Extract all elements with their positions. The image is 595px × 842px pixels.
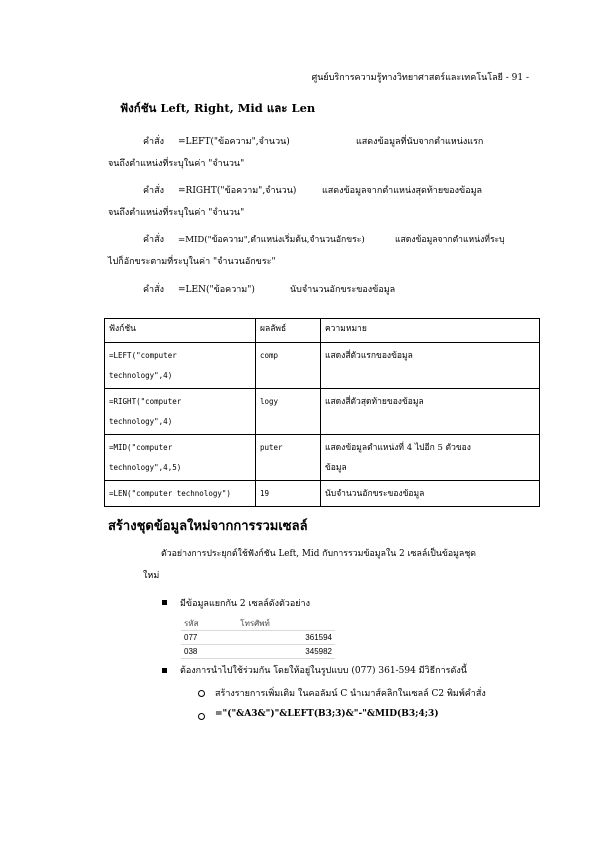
bullet-text-1: มีข้อมูลแยกกัน 2 เซลล์ดังตัวอย่าง	[180, 599, 310, 609]
function-text: =MID("computer	[109, 443, 173, 452]
left-description: แสดงข้อมูลที่นับจากตำแหน่งแรก	[356, 137, 484, 147]
right-description-cont: จนถึงตำแหน่งที่ระบุในค่า "จำนวน"	[108, 208, 245, 218]
example-header-phone: โทรศัพท์	[237, 617, 335, 631]
circle-bullet-icon	[198, 713, 205, 720]
table-row	[105, 389, 540, 435]
sub-bullet-text-1: สร้างรายการเพิ่มเติม ในคอลัมน์ C นำเมาส์คลิกในเซลล์ C2 พิมพ์คำสั่ง	[215, 689, 486, 699]
mid-description-cont: ไปก็อักขระตามที่ระบุในค่า "จำนวนอักขระ"	[108, 257, 276, 267]
result-cell: puter	[256, 435, 321, 481]
table-row	[105, 343, 540, 389]
page-header: ศูนย์บริการความรู้ทางวิทยาศาสตร์และเทคโนโลยี - 91 -	[311, 73, 529, 83]
header-function: ฟังก์ชัน	[105, 319, 256, 343]
command-label: คำสั่ง	[143, 235, 164, 245]
result-cell: comp	[256, 343, 321, 389]
left-syntax: =LEFT("ข้อความ",จำนวน)	[178, 137, 290, 147]
meaning-cell	[321, 343, 540, 389]
function-text: =LEN("computer technology")	[109, 489, 231, 498]
intro-line-2: ใหม่	[143, 571, 160, 581]
function-text: technology",4,5)	[109, 463, 182, 472]
command-label: คำสั่ง	[143, 186, 164, 196]
result-cell: logy	[256, 389, 321, 435]
meaning-cell	[321, 481, 540, 507]
table-row	[105, 481, 540, 507]
function-text: =LEFT("computer	[109, 351, 177, 360]
left-description-cont: จนถึงตำแหน่งที่ระบุในค่า "จำนวน"	[108, 159, 245, 169]
table-row	[181, 645, 335, 659]
right-syntax: =RIGHT("ข้อความ",จำนวน)	[178, 186, 297, 196]
bullet-text-2: ต้องการนำไปใช้ร่วมกัน โดยให้อยู่ในรูปแบบ (077) 361-594 มีวิธีการดังนี้	[180, 666, 467, 676]
sub-bullet-formula: ="("&A3&")"&LEFT(B3;3)&"-"&MID(B3;4;3)	[215, 709, 439, 719]
right-description: แสดงข้อมูลจากตำแหน่งสุดท้ายของข้อมูล	[322, 186, 483, 196]
example-header-code: รหัส	[181, 617, 237, 631]
mid-description: แสดงข้อมูลจากตำแหน่งที่ระบุ	[395, 235, 505, 245]
functions-table	[104, 318, 540, 507]
function-text: technology",4)	[109, 371, 173, 380]
table-header-row	[105, 319, 540, 343]
function-text: =RIGHT("computer	[109, 397, 182, 406]
table-row	[105, 435, 540, 481]
command-label: คำสั่ง	[143, 285, 164, 295]
example-code-cell: 038	[181, 645, 237, 659]
mid-syntax: =MID("ข้อความ",ตำแหน่งเริ่มต้น,จำนวนอักขระ)	[178, 235, 365, 245]
square-bullet-icon	[162, 600, 167, 605]
header-meaning: ความหมาย	[321, 319, 540, 343]
table-row	[181, 631, 335, 645]
example-header-row	[181, 617, 335, 631]
function-cell	[105, 435, 256, 481]
meaning-text: แสดงข้อมูลตำแหน่งที่ 4 ไปอีก 5 ตัวของ	[325, 443, 471, 453]
meaning-cell	[321, 435, 540, 481]
example-code-cell: 077	[181, 631, 237, 645]
section-title-merge: สร้างชุดข้อมูลใหม่จากการรวมเซลล์	[108, 519, 308, 534]
meaning-text: แสดงสี่ตัวแรกของข้อมูล	[325, 351, 413, 361]
header-result: ผลลัพธ์	[256, 319, 321, 343]
square-bullet-icon	[162, 668, 167, 673]
meaning-text: ข้อมูล	[325, 463, 347, 473]
example-data-table	[181, 617, 335, 659]
function-cell	[105, 389, 256, 435]
meaning-text: นับจำนวนอักขระของข้อมูล	[325, 489, 425, 499]
function-cell	[105, 343, 256, 389]
len-description: นับจำนวนอักขระของข้อมูล	[290, 285, 396, 295]
intro-line-1: ตัวอย่างการประยุกต์ใช้ฟังก์ชัน Left, Mid กับการรวมข้อมูลใน 2 เซลล์เป็นข้อมูลชุด	[161, 549, 476, 559]
circle-bullet-icon	[198, 690, 205, 697]
example-phone-cell: 361594	[237, 631, 335, 645]
meaning-cell	[321, 389, 540, 435]
result-cell: 19	[256, 481, 321, 507]
section-title-functions: ฟังก์ชัน Left, Right, Mid และ Len	[120, 101, 316, 115]
len-syntax: =LEN("ข้อความ")	[178, 285, 255, 295]
command-label: คำสั่ง	[143, 137, 164, 147]
function-cell	[105, 481, 256, 507]
function-text: technology",4)	[109, 417, 173, 426]
example-phone-cell: 345982	[237, 645, 335, 659]
meaning-text: แสดงสี่ตัวสุดท้ายของข้อมูล	[325, 397, 424, 407]
